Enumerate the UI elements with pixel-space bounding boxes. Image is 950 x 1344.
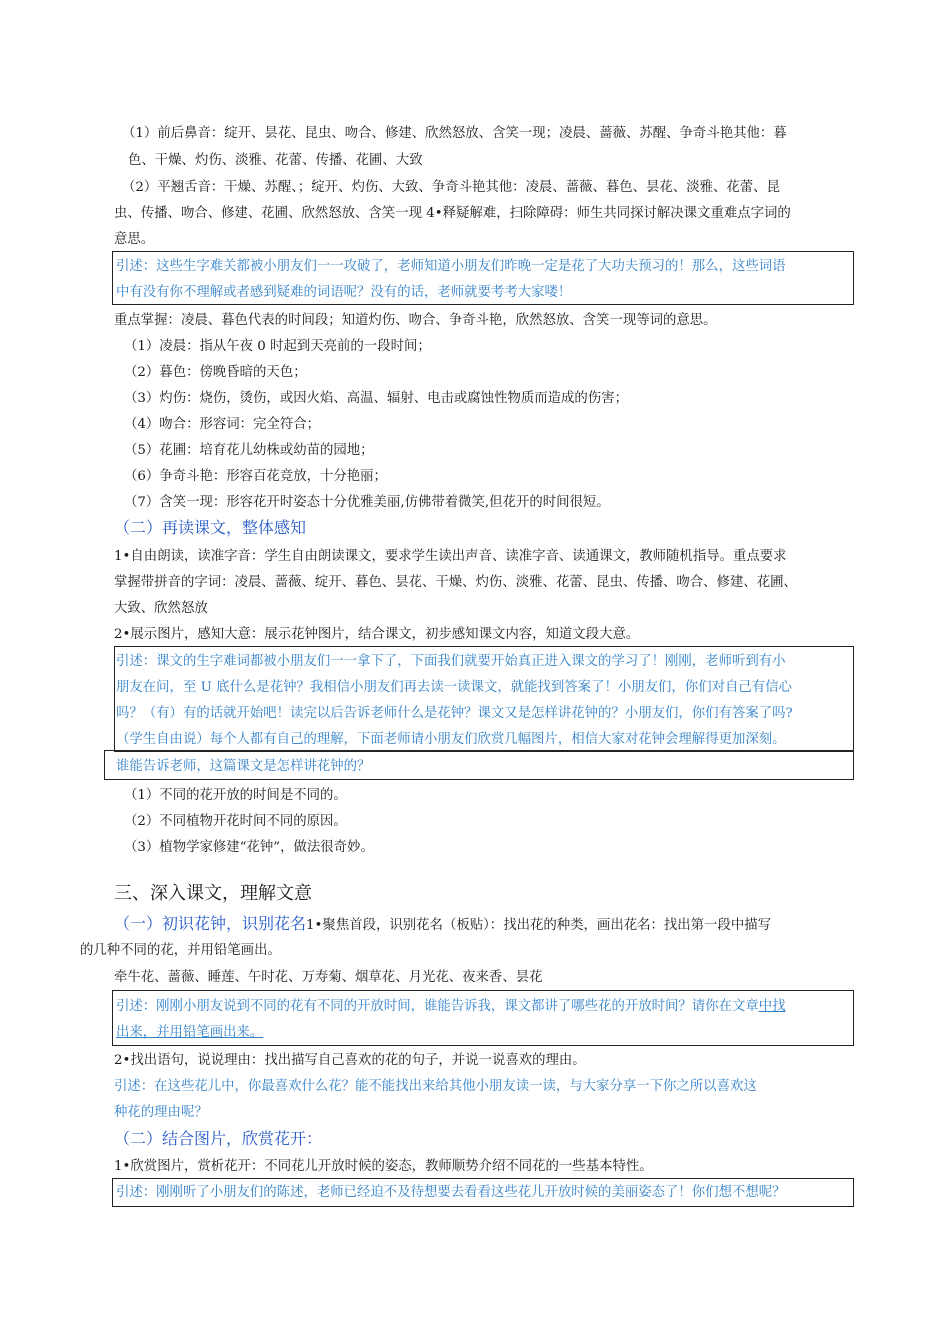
sub1-p2: 2•找出语句，说说理由：找出描写自己喜欢的花的句子，并说一说喜欢的理由。 (114, 1053, 586, 1068)
quote-line-2: 种花的理由呢？ (114, 1105, 208, 1120)
part2-p1-line-3: 大致、欣然怒放 (114, 601, 208, 616)
quote-box-3-line-1 (116, 997, 786, 1017)
quote-box-3-line-2: 出来，并用铅笔画出来。 (116, 1025, 264, 1040)
quote-box-2-line-3: 吗？（有）有的话就开始吧！读完以后告诉老师什么是花钟？课文又是怎样讲花钟的？小朋友们，你们有答案了吗? (116, 706, 793, 721)
phonics-item-2-line-2: 虫、传播、吻合、修建、花圃、欣然怒放、含笑一现 4•释疑解难，扫除障碍：师生共同探讨解决课文重难点字词的 (114, 206, 791, 221)
quote-box-1-line-1: 引述：这些生字难关都被小朋友们一一攻破了，老师知道小朋友们昨晚一定是花了大功夫预习的！那么，这些词语 (116, 259, 786, 274)
part2-p1-line-1: 1•自由朗读，读准字音：学生自由朗读课文，要求学生读出声音、读准字音、读通课文，教师随机指导。重点要求 (114, 549, 787, 564)
quote-box-3-line-1-text: 引述：刚刚小朋友说到不同的花有不同的开放时间，谁能告诉我，课文都讲了哪些花的开放时间？请你在文章 (116, 999, 759, 1014)
keypoint-item: （7）含笑一现：形容花开时姿态十分优雅美丽,仿佛带着微笑,但花开的时间很短。 (124, 495, 610, 510)
quote-box-3-underlined: 中找 (758, 999, 786, 1014)
phonics-item-2-line-1: （2）平翘舌音：干燥、苏醒、；绽开、灼伤、大致、争奇斗艳其他：凌晨、蔷薇、暮色、昙花、淡雅、花蕾、昆 (122, 180, 780, 195)
answer-item: （2）不同植物开花时间不同的原因。 (124, 814, 347, 829)
quote-box-2-line-1: 引述：课文的生字难词都被小朋友们一一拿下了，下面我们就要开始真正进入课文的学习了！刚刚，老师听到有小 (116, 654, 786, 669)
phonics-item-1-line-1: （1）前后鼻音：绽开、昙花、昆虫、吻合、修建、欣然怒放、含笑一现；凌晨、蔷薇、苏醒、争奇斗艳其他：暮 (122, 126, 787, 141)
keypoint-item: （6）争奇斗艳：形容百花竞放，十分艳丽； (124, 469, 387, 484)
keypoints-intro: 重点掌握：凌晨、暮色代表的时间段；知道灼伤、吻合、争奇斗艳，欣然怒放、含笑一现等词的意思。 (114, 313, 717, 328)
section-title-3: 三、深入课文，理解文意 (114, 883, 312, 904)
keypoint-item: （1）凌晨：指从午夜 0 时起到天亮前的一段时间； (124, 339, 431, 354)
keypoint-item: （5）花圃：培育花儿幼株或幼苗的园地； (124, 443, 374, 458)
quote-box-2-line-2: 朋友在问，至 U 底什么是花钟？我相信小朋友们再去读一读课文，就能找到答案了！小朋友们，你们对自己有信心 (116, 680, 792, 695)
sub2-p1: 1•欣赏图片，赏析花开：不同花儿开放时候的姿态，教师顺势介绍不同花的一些基本特性。 (114, 1159, 653, 1174)
quote-line-1: 引述：在这些花儿中，你最喜欢什么花？能不能找出来给其他小朋友读一读，与大家分享一下你之所以喜欢这 (114, 1079, 757, 1094)
sub2-heading: （二）结合图片，欣赏花开： (114, 1129, 323, 1148)
section-heading-reread: （二）再读课文，整体感知 (114, 518, 307, 537)
sub1-text: 1•聚焦首段，识别花名（板贴）：找出花的种类，画出花名：找出第一段中描写 (306, 918, 772, 933)
quote-box-4-line-1: 引述：刚刚听了小朋友们的陈述，老师已经迫不及待想要去看看这些花儿开放时候的美丽姿态了！你们想不想呢？ (116, 1185, 786, 1200)
phonics-item-2-line-3: 意思。 (114, 232, 155, 247)
answer-item: （3）植物学家修建“花钟”，做法很奇妙。 (124, 840, 374, 855)
flower-list: 牵牛花、蔷薇、睡莲、午时花、万寿菊、烟草花、月光花、夜来香、昙花 (114, 970, 543, 985)
answer-item: （1）不同的花开放的时间是不同的。 (124, 788, 347, 803)
part2-p2: 2•展示图片，感知大意：展示花钟图片，结合课文，初步感知课文内容，知道文段大意。 (114, 627, 640, 642)
sub1-line-2: 的几种不同的花，并用铅笔画出。 (80, 943, 281, 958)
quote-box-2-line-5: 谁能告诉老师，这篇课文是怎样讲花钟的？ (116, 759, 371, 774)
keypoint-item: （3）灼伤：烧伤，烫伤，或因火焰、高温、辐射、电击或腐蚀性物质而造成的伤害； (124, 391, 628, 406)
quote-box-2-line-4: （学生自由说）每个人都有自己的理解，下面老师请小朋友们欣赏几幅图片，相信大家对花钟会理解得更加深刻。 (116, 732, 786, 747)
keypoint-item: （4）吻合：形容词：完全符合； (124, 417, 320, 432)
part2-p1-line-2: 掌握带拼音的字词：凌晨、蔷薇、绽开、暮色、昙花、干燥、灼伤、淡雅、花蕾、昆虫、传播、吻合、修建、花圃、 (114, 575, 797, 590)
keypoint-item: （2）暮色：傍晚昏暗的天色； (124, 365, 307, 380)
sub1-heading: （一）初识花钟，识别花名 (114, 914, 307, 933)
sub1-heading-row (114, 914, 771, 936)
quote-box-1-line-2: 中有没有你不理解或者感到疑难的词语呢？没有的话，老师就要考考大家喽！ (116, 285, 572, 300)
phonics-item-1-line-2: 色、干燥、灼伤、淡雅、花蕾、传播、花圃、大致 (128, 153, 423, 168)
